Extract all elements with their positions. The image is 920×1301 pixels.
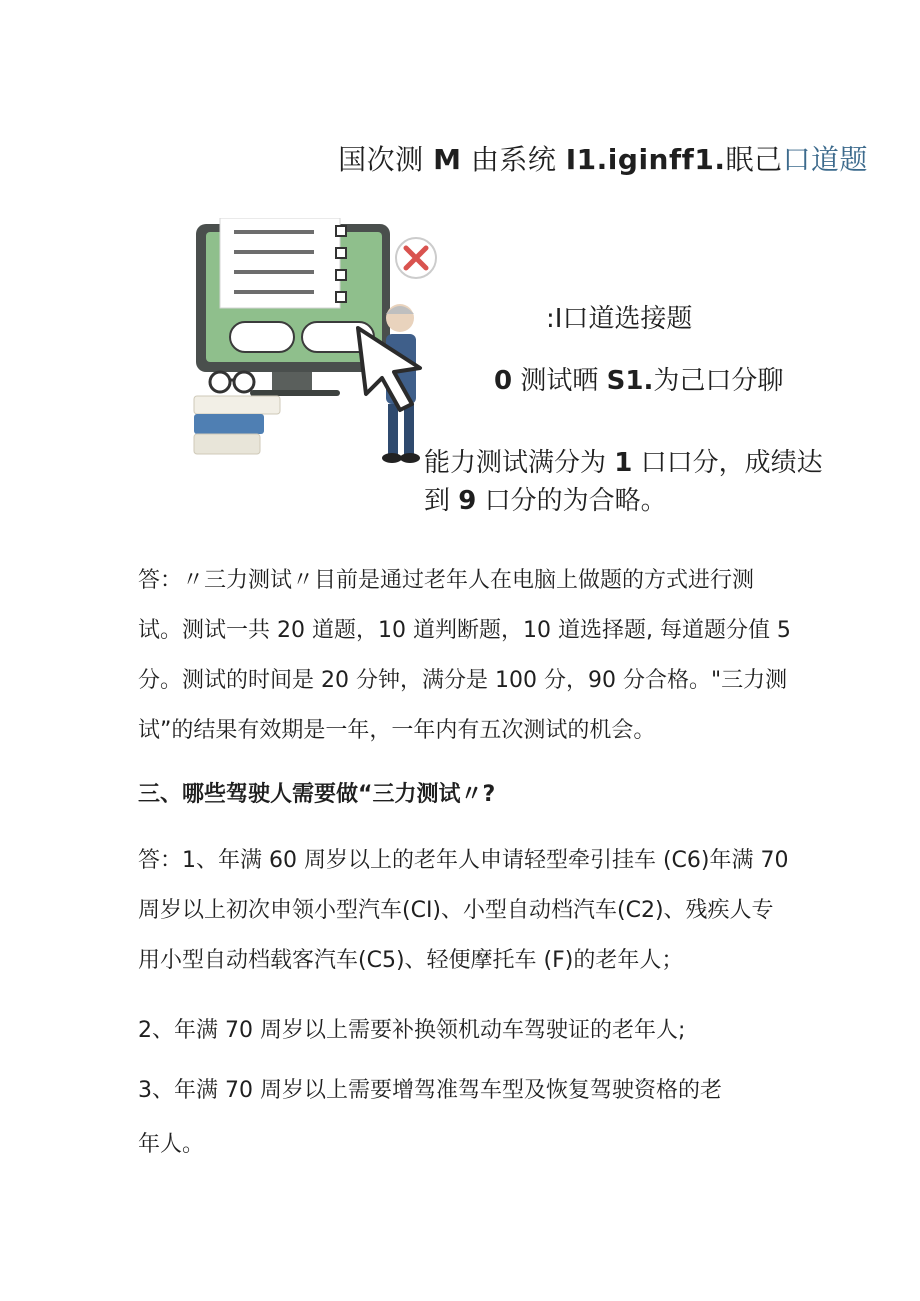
heading-part-accent: 口道题 [782,143,868,176]
answer-1-line: 试。测试一共 20 道题，10 道判断题，10 道选择题, 每道题分值 5 [138,618,791,643]
heading-part: I1.iginff1. [565,143,726,176]
heading-part: 由系统 [470,143,557,176]
computer-test-illustration-icon [190,218,450,470]
answer-2-line: 用小型自动档载客汽车(C5)、轻便摩托车 (F)的老年人； [138,948,684,973]
answer-1 [138,556,848,756]
item-2: 2、年满 70 周岁以上需要补换领机动车驾驶证的老年人; [138,1018,686,1043]
right-line-3-part: 口口分，成绩达 [640,448,823,478]
answer-1-line: 答：〃三力测试〃目前是通过老年人在电脑上做题的方式进行测 [138,568,755,593]
page-heading [0,138,868,178]
right-line-2-part: S1. [606,366,654,396]
right-line-1-text: :I口道选接题 [546,304,693,334]
answer-1-line: 试”的结果有效期是一年，一年内有五次测试的机会。 [138,718,656,743]
item-3 [138,1066,848,1170]
right-line-2-part: 为己口分聊 [653,366,784,396]
right-line-2-part: 测试晒 [520,366,599,396]
heading-part: 国次测 [338,143,424,176]
books-icon [194,396,280,414]
answer-2-line: 答：1、年满 60 周岁以上的老年人申请轻型牵引挂车 (C6)年满 70 [138,848,789,873]
right-line-3-part: 能力测试满分为 [424,448,607,478]
answer-2 [138,836,848,986]
answer-2-line: 周岁以上初次申领小型汽车(CI)、小型自动档汽车(C2)、残疾人专 [138,898,774,923]
right-line-4-part: 口分的为合略。 [484,486,667,516]
right-line-3 [424,442,823,479]
right-line-4-part: 到 [424,486,451,516]
heading-part: M [433,143,462,176]
right-line-2 [494,360,783,397]
right-line-2-part: 0 [494,366,513,396]
right-line-3-part: 1 [614,448,633,478]
section-3-title: 三、哪些驾驶人需要做“三力测试〃? [138,782,496,807]
right-line-4-part: 9 [458,486,477,516]
glasses-icon [210,372,230,392]
item-3-line: 3、年满 70 周岁以上需要增驾准驾车型及恢复驾驶资格的老 [138,1078,722,1103]
right-line-1 [546,298,692,335]
heading-part: 眠己 [725,143,783,176]
item-3-line: 年人。 [138,1132,205,1157]
answer-1-line: 分。测试的时间是 20 分钟，满分是 100 分，90 分合格。"三力测 [138,668,788,693]
right-line-4 [424,480,667,517]
